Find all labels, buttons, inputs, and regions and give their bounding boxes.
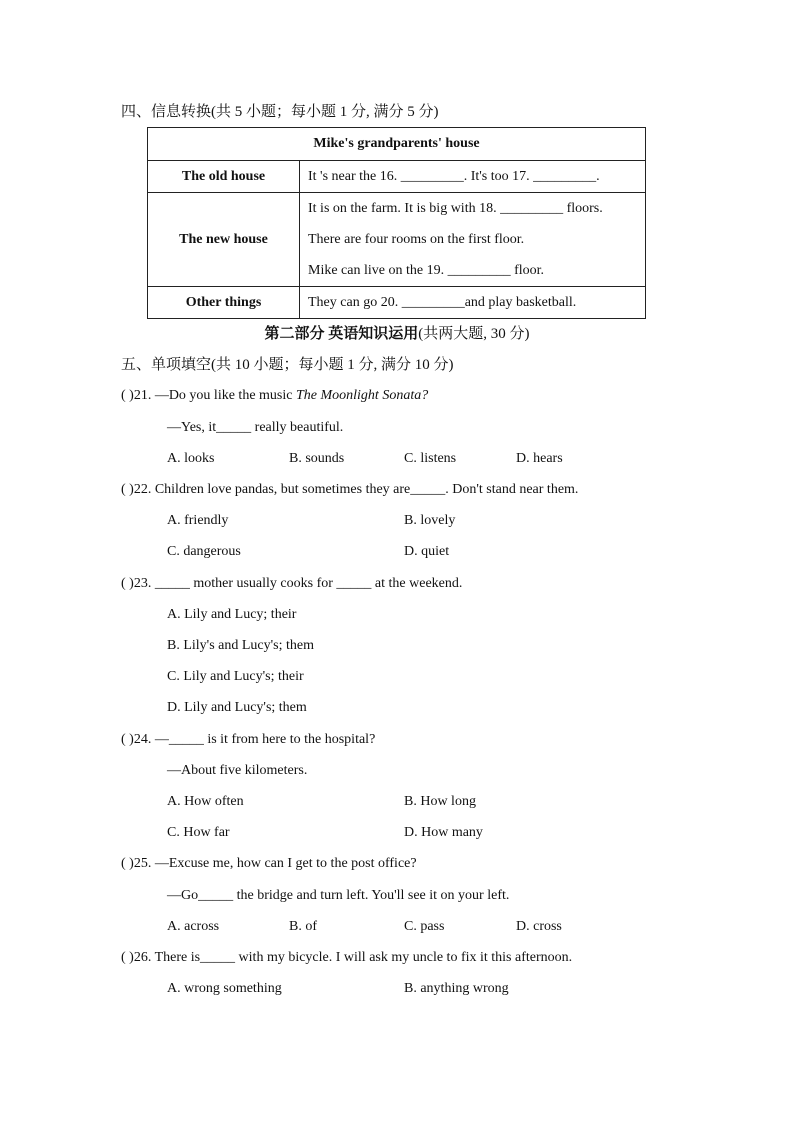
option-c: C. pass xyxy=(404,919,445,934)
question-stem: ( )21. —Do you like the music xyxy=(121,388,296,403)
option-d: D. hears xyxy=(516,451,563,466)
table-row xyxy=(148,193,646,287)
option-b: B. lovely xyxy=(404,513,456,528)
row-label: Other things xyxy=(148,287,300,319)
option-d: D. quiet xyxy=(404,544,450,559)
option-b: B. anything wrong xyxy=(404,981,509,996)
question-line: —Yes, it_____ really beautiful. xyxy=(167,420,344,435)
row-label: The old house xyxy=(148,161,300,193)
option-a: A. How often xyxy=(167,794,244,809)
section-4-title: 四、信息转换(共 5 小题；每小题 1 分, 满分 5 分) xyxy=(121,104,439,120)
option-a: A. looks xyxy=(167,451,215,466)
option-b: B. sounds xyxy=(289,451,345,466)
question-24: ( )24. —_____ is it from here to the hospital? xyxy=(121,732,376,747)
option-a: A. Lily and Lucy; their xyxy=(167,607,297,622)
question-25: ( )25. —Excuse me, how can I get to the post office? xyxy=(121,856,417,871)
question-21 xyxy=(121,386,428,406)
option-a: A. across xyxy=(167,919,220,934)
table-row xyxy=(148,287,646,319)
option-c: C. How far xyxy=(167,825,230,840)
row-content: They can go 20. _________and play basketball. xyxy=(300,287,646,319)
option-b: B. How long xyxy=(404,794,476,809)
part-2-score: (共两大题, 30 分) xyxy=(418,326,530,342)
content-line: There are four rooms on the first floor. xyxy=(308,232,525,247)
question-line: —About five kilometers. xyxy=(167,763,308,778)
part-2-title xyxy=(0,324,794,344)
content-line: Mike can live on the 19. _________ floor. xyxy=(308,263,545,278)
content-line: It is on the farm. It is big with 18. _________ floors. xyxy=(308,201,603,216)
question-23: ( )23. _____ mother usually cooks for _____ at the weekend. xyxy=(121,576,463,591)
option-d: D. cross xyxy=(516,919,562,934)
option-c: C. dangerous xyxy=(167,544,241,559)
option-d: D. How many xyxy=(404,825,483,840)
table-header: Mike's grandparents' house xyxy=(148,128,646,161)
question-line: —Go_____ the bridge and turn left. You'll see it on your left. xyxy=(167,888,510,903)
question-26: ( )26. There is_____ with my bicycle. I will ask my uncle to fix it this afternoon. xyxy=(121,950,573,965)
option-c: C. listens xyxy=(404,451,457,466)
option-b: B. Lily's and Lucy's; them xyxy=(167,638,314,653)
option-a: A. friendly xyxy=(167,513,229,528)
row-content xyxy=(300,193,646,287)
part-2-heading: 第二部分 英语知识运用 xyxy=(264,326,419,342)
option-a: A. wrong something xyxy=(167,981,282,996)
question-22: ( )22. Children love pandas, but sometimes they are_____. Don't stand near them. xyxy=(121,482,579,497)
option-b: B. of xyxy=(289,919,317,934)
row-content: It 's near the 16. _________. It's too 17. _________. xyxy=(300,161,646,193)
option-d: D. Lily and Lucy's; them xyxy=(167,700,307,715)
row-label: The new house xyxy=(148,193,300,287)
section-5-title: 五、单项填空(共 10 小题；每小题 1 分, 满分 10 分) xyxy=(121,357,454,373)
info-table xyxy=(147,127,646,319)
question-stem-title: The Moonlight Sonata? xyxy=(295,388,429,403)
option-c: C. Lily and Lucy's; their xyxy=(167,669,304,684)
table-row xyxy=(148,161,646,193)
